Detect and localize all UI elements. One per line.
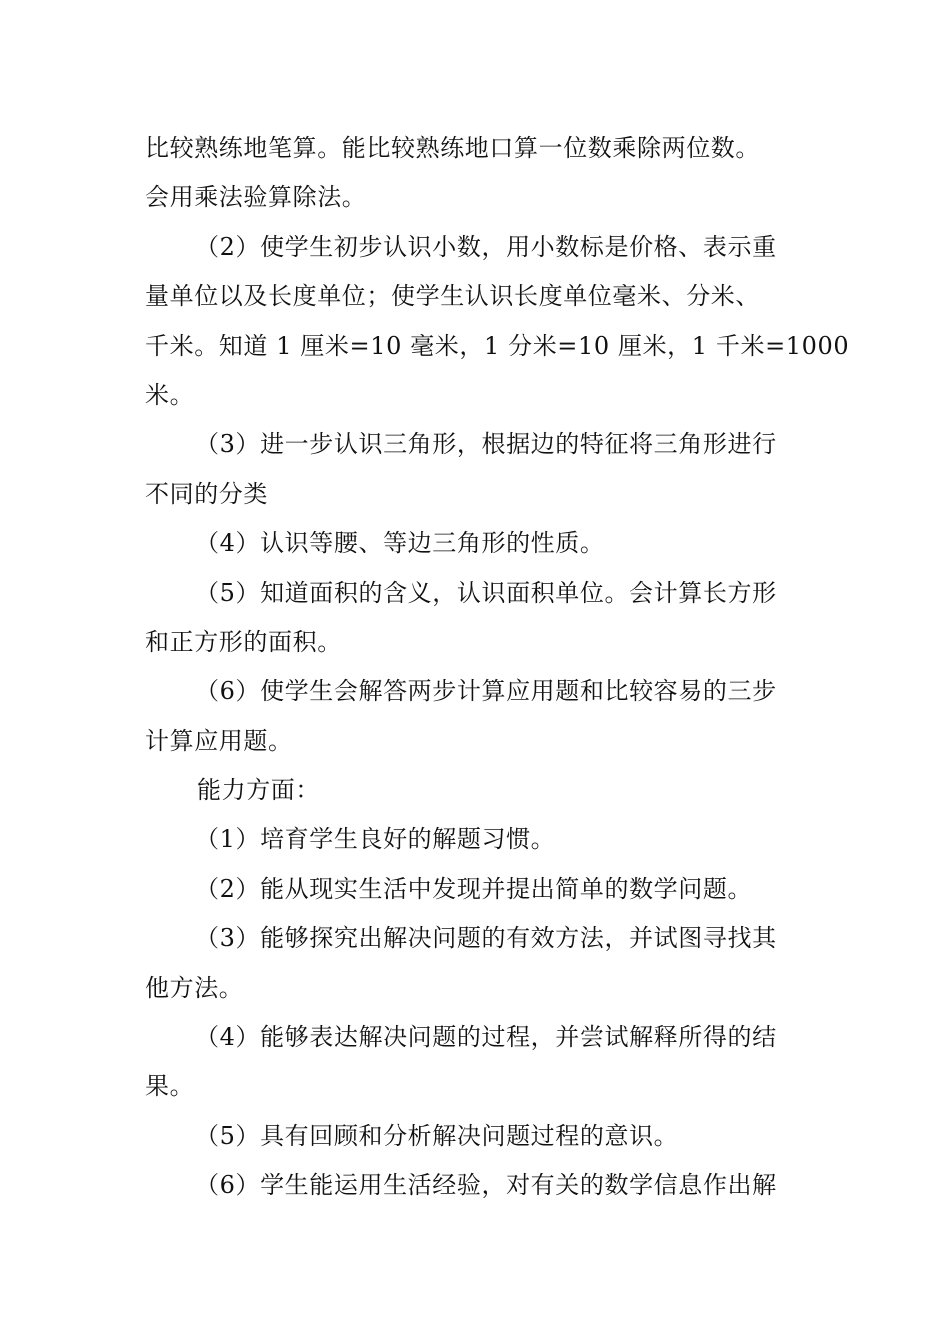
list-item-6-start: （6）使学生会解答两步计算应用题和比较容易的三步 <box>195 677 777 706</box>
text-line: 米。 <box>145 380 195 409</box>
text-line: 千米。知道 1 厘米=10 毫米，1 分米=10 厘米，1 千米=1000 <box>145 331 850 360</box>
text-line: 不同的分类 <box>145 479 268 508</box>
ability-item-4-start: （4）能够表达解决问题的过程，并尝试解释所得的结 <box>195 1023 777 1052</box>
list-item-2-start: （2）使学生初步认识小数，用小数标是价格、表示重 <box>195 232 777 261</box>
ability-item-2: （2）能从现实生活中发现并提出简单的数学问题。 <box>195 874 753 903</box>
list-item-3-start: （3）进一步认识三角形，根据边的特征将三角形进行 <box>195 430 777 459</box>
ability-item-3-start: （3）能够探究出解决问题的有效方法，并试图寻找其 <box>195 924 777 953</box>
text-line: 他方法。 <box>145 973 244 1002</box>
list-item-4: （4）认识等腰、等边三角形的性质。 <box>195 529 605 558</box>
section-heading-ability: 能力方面： <box>197 776 320 805</box>
list-item-5-start: （5）知道面积的含义，认识面积单位。会计算长方形 <box>195 578 777 607</box>
ability-item-6-start: （6）学生能运用生活经验，对有关的数学信息作出解 <box>195 1171 777 1200</box>
text-line: 比较熟练地笔算。能比较熟练地口算一位数乘除两位数。 <box>145 134 760 162</box>
document-body <box>145 124 850 1211</box>
text-line: 量单位以及长度单位；使学生认识长度单位毫米、分米、 <box>145 282 760 311</box>
ability-item-5: （5）具有回顾和分析解决问题过程的意识。 <box>195 1121 679 1150</box>
text-line: 果。 <box>145 1072 195 1101</box>
ability-item-1: （1）培育学生良好的解题习惯。 <box>195 825 556 854</box>
text-line: 计算应用题。 <box>145 726 293 755</box>
text-line: 会用乘法验算除法。 <box>145 183 367 212</box>
text-line: 和正方形的面积。 <box>145 627 342 656</box>
